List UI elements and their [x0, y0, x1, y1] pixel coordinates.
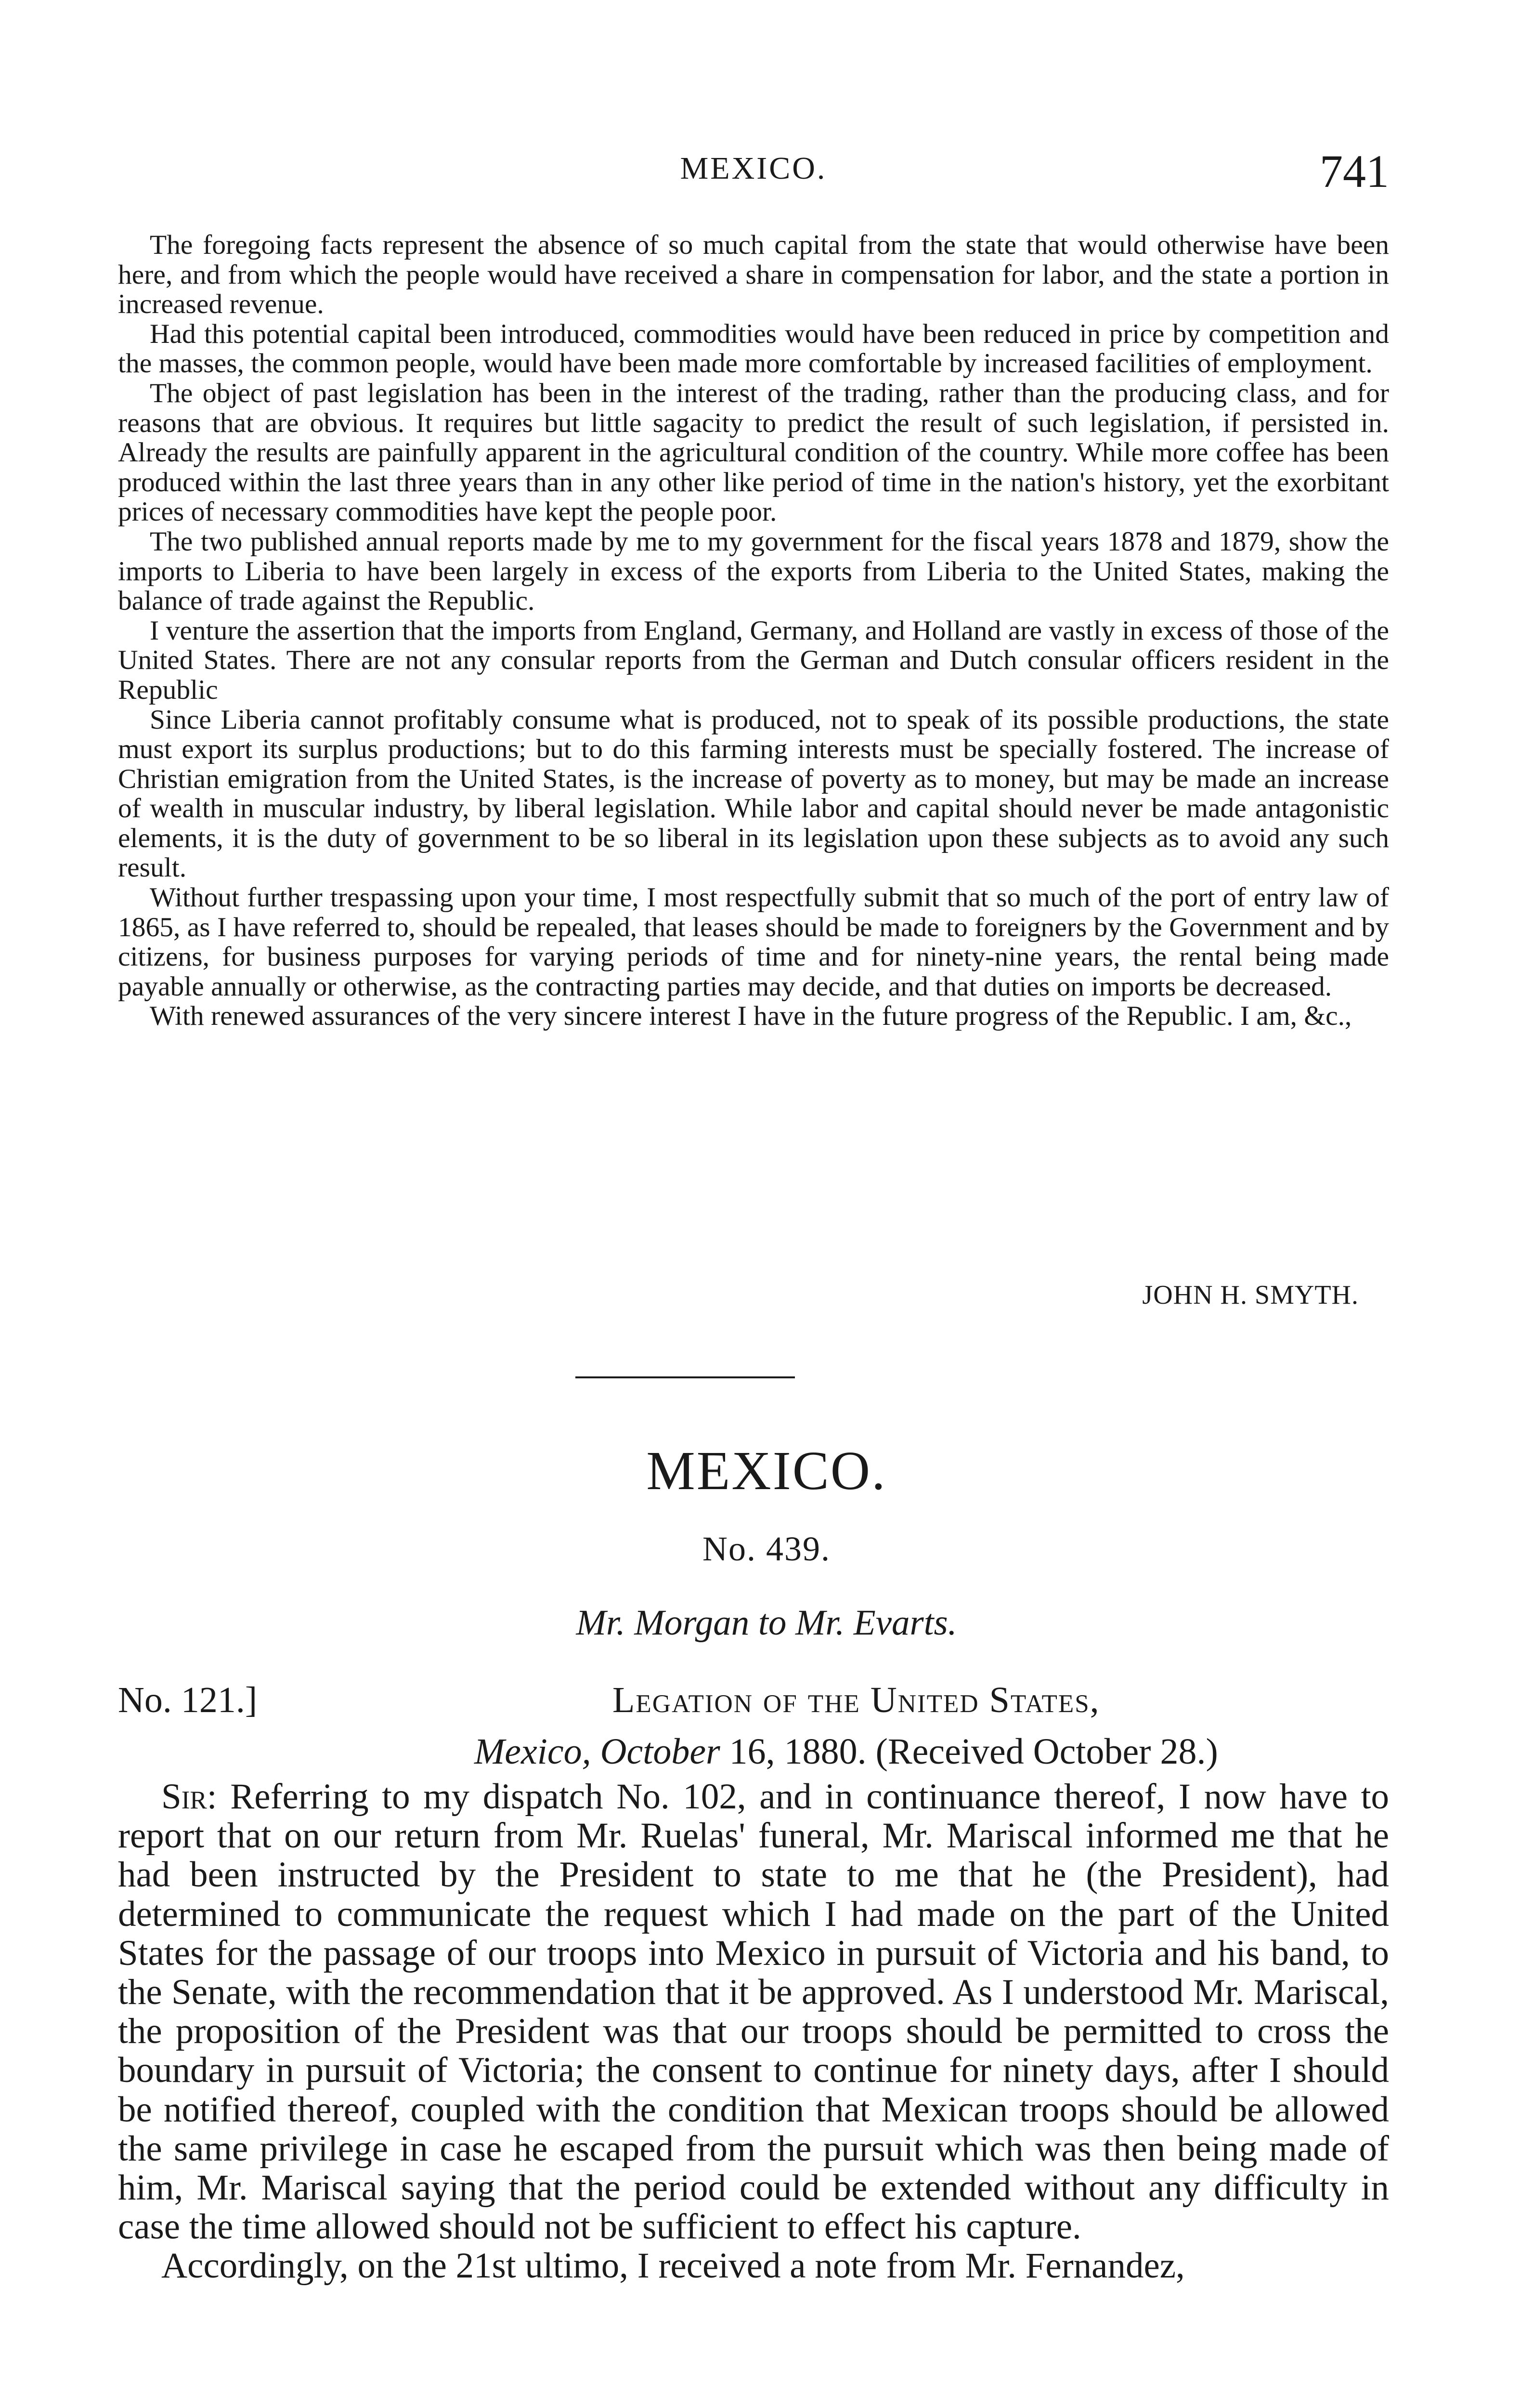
dispatch-number: No. 121.] [118, 1680, 258, 1720]
paragraph: The object of past legislation has been in the interest of the trading, rather than the producing class, and for reasons that are obvious. It requires but little sagacity to predict the result of such legislation, if persisted in. Already the results are painfully apparent in the agricultural condition of the country. While more coffee has been produced within the last three years than in any other like period of time in the nation's history, yet the exorbitant prices of necessary commodities have kept the people poor. [118, 378, 1389, 527]
paragraph: Had this potential capital been introduced, commodities would have been reduced in price by competition and the masses, the common people, would have been made more comfortable by increased facilities of employment. [118, 318, 1389, 379]
running-title: MEXICO. [680, 151, 827, 186]
dateline-day-year: 16, 1880. [729, 1731, 867, 1772]
dispatch-body [118, 1777, 1389, 2286]
document-heading: Mr. Morgan to Mr. Evarts. [576, 1603, 957, 1643]
signature: JOHN H. SMYTH. [1142, 1280, 1359, 1310]
dateline [474, 1731, 1218, 1773]
dateline-place: Mexico, [474, 1731, 591, 1772]
section-divider [575, 1376, 795, 1378]
paragraph: Since Liberia cannot profitably consume what is produced, not to speak of its possible productions, the state must export its surplus productions; but to do this farming interests must be specially fostered. The increase of Christian emigration from the United States, is the increase of poverty as to money, but may be made an increase of wealth in muscular industry, by liberal legislation. While labor and capital should never be made antagonistic elements, it is the duty of government to be so liberal in its legislation upon these subjects as to avoid any such result. [118, 704, 1389, 883]
continued-letter-body [118, 230, 1389, 1031]
dateline-month: October [600, 1731, 720, 1772]
paragraph: Without further trespassing upon your time, I most respectfully submit that so much of the port of entry law of 1865, as I have referred to, should be repealed, that leases should be made to foreigners by the Government and by citizens, for business purposes for varying periods of time and for ninety-nine years, the rental being made payable annually or otherwise, as the contracting parties may decide, and that duties on imports be decreased. [118, 882, 1389, 1002]
paragraph [118, 1777, 1389, 2246]
page-number: 741 [1320, 145, 1389, 197]
paragraph: The two published annual reports made by me to my government for the fiscal years 1878 and 1879, show the imports to Liberia to have been largely in excess of the exports from Liberia to the United States, making the balance of trade against the Republic. [118, 526, 1389, 616]
paragraph-text: Referring to my dispatch No. 102, and in continuance thereof, I now have to report that on our return from Mr. Ruelas' funeral, Mr. Mariscal informed me that he had been instructed by the President to state to me that he (the President), had determined to communicate the request which I had made on the part of the United States for the passage of our troops into Mexico in pursuit of Victoria and his band, to the Senate, with the recommendation that it be approved. As I understood Mr. Mariscal, the proposition of the President was that our troops should be permitted to cross the boundary in pursuit of Victoria; the consent to continue for ninety days, after I should be notified thereof, coupled with the condition that Mexican troops should be allowed the same privilege in case he escaped from the pursuit which was then being made of him, Mr. Mariscal saying that the period could be extended without any difficulty in case the time allowed should not be sufficient to effect his capture. [118, 1777, 1390, 2247]
dateline-received: (Received October 28.) [875, 1731, 1218, 1772]
paragraph: With renewed assurances of the very sincere interest I have in the future progress of the Republic. I am, &c., [150, 1001, 1352, 1032]
paragraph: The foregoing facts represent the absence of so much capital from the state that would otherwise have been here, and from which the people would have received a share in compensation for labor, and the state a portion in increased revenue. [118, 230, 1389, 320]
salutation: Sir: [161, 1777, 217, 1817]
paragraph: I venture the assertion that the imports from England, Germany, and Holland are vastly in excess of those of the United States. There are not any consular reports from the German and Dutch consular officers resident in the Republic [118, 615, 1389, 705]
paragraph: Accordingly, on the 21st ultimo, I received a note from Mr. Fernandez, [161, 2246, 1185, 2286]
running-head [118, 144, 1389, 197]
sender-address: Legation of the United States, [612, 1680, 1100, 1720]
section-title: MEXICO. [646, 1440, 887, 1501]
document-number: No. 439. [702, 1530, 831, 1568]
